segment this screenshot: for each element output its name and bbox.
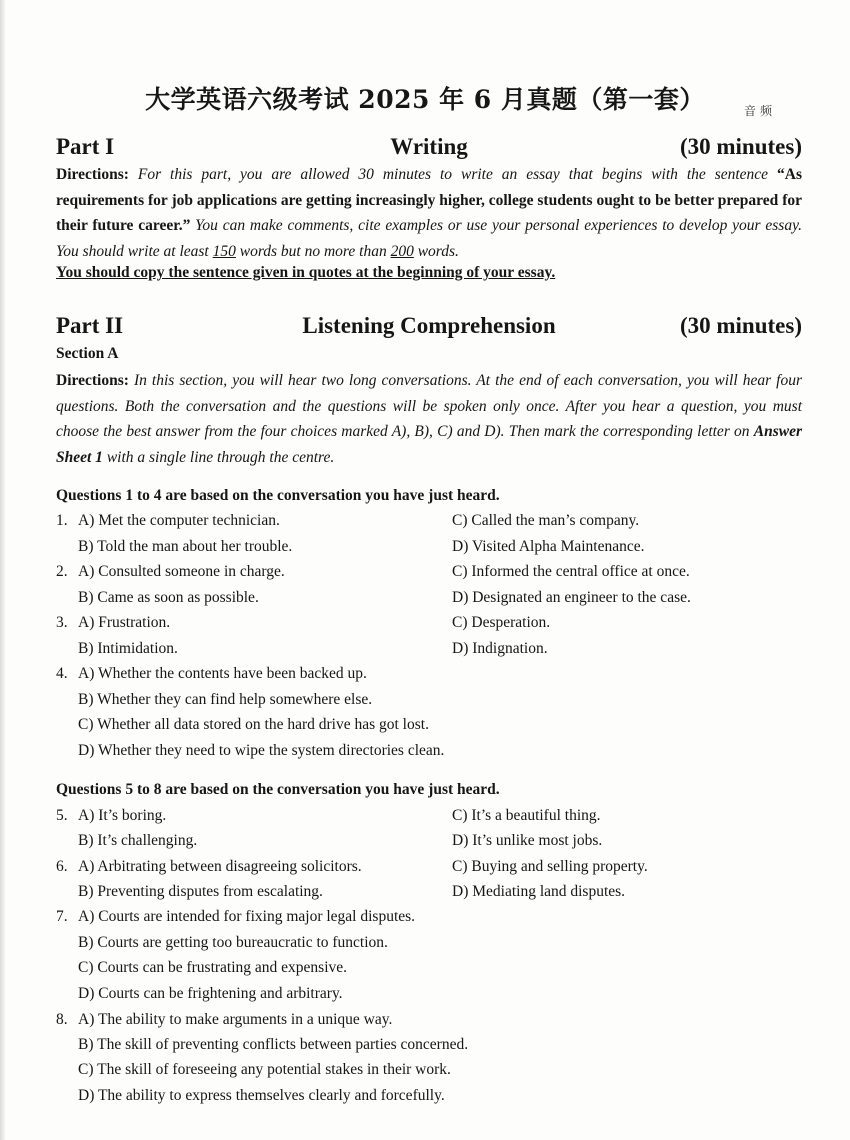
question-number: 6. <box>56 858 68 875</box>
page-edge-shadow <box>0 0 6 1140</box>
option-c: C) Whether all data stored on the hard drive has got lost. <box>78 716 429 733</box>
part1-directions <box>56 162 802 264</box>
option-d: D) Indignation. <box>452 640 548 657</box>
question-number: 3. <box>56 614 68 631</box>
part2-directions-text-1: In this section, you will hear two long conversations. At the end of each conversation, you will hear four questions. Both the conversation and the questions will be spoken only once. After you hear a question, you must choose the best answer from the four choices marked A), B), C) and D). Then mark the corresponding letter on <box>56 372 802 440</box>
part1-directions-text-4: words. <box>413 242 459 260</box>
option-a: A) Courts are intended for fixing major legal disputes. <box>78 908 416 925</box>
exam-title: 大学英语六级考试 2025 年 6 月真题（第一套） <box>145 85 705 114</box>
option-b: B) Whether they can find help somewhere else. <box>78 691 373 708</box>
option-d: D) Designated an engineer to the case. <box>452 589 691 606</box>
answer-sheet-ref: Answer Sheet 1 <box>56 423 802 466</box>
option-d: D) Courts can be frightening and arbitrary. <box>78 985 343 1002</box>
question-number: 1. <box>56 512 68 529</box>
part2-label: Part II <box>56 313 124 338</box>
option-a: A) Frustration. <box>78 614 171 631</box>
part1-name: Writing <box>390 134 468 159</box>
max-word-count: 200 <box>390 242 414 260</box>
option-a: A) Met the computer technician. <box>78 512 280 529</box>
option-b: B) Told the man about her trouble. <box>78 538 293 555</box>
min-word-count: 150 <box>212 242 236 260</box>
question-group-1-heading: Questions 1 to 4 are based on the conversation you have just heard. <box>56 487 500 504</box>
option-c: C) It’s a beautiful thing. <box>452 807 601 824</box>
audio-label: 音频 <box>744 104 777 118</box>
part1-header <box>56 134 802 164</box>
part1-directions-text-1: For this part, you are allowed 30 minutes to write an essay that begins with the sentence <box>128 166 778 183</box>
question-number: 4. <box>56 665 68 682</box>
section-a-label: Section A <box>56 345 119 362</box>
part2-name: Listening Comprehension <box>302 313 556 338</box>
option-b: B) Came as soon as possible. <box>78 589 259 606</box>
option-a: A) Arbitrating between disagreeing solicitors. <box>78 858 362 875</box>
option-b: B) Preventing disputes from escalating. <box>78 883 323 900</box>
part2-header <box>56 313 802 343</box>
option-b: B) Intimidation. <box>78 640 178 657</box>
option-b: B) The skill of preventing conflicts between parties concerned. <box>78 1036 469 1053</box>
option-b: B) It’s challenging. <box>78 832 198 849</box>
question-number: 8. <box>56 1011 68 1028</box>
question-number: 2. <box>56 563 68 580</box>
part1-time: (30 minutes) <box>679 134 802 159</box>
option-c: C) Buying and selling property. <box>452 858 648 875</box>
option-c: C) Informed the central office at once. <box>452 563 690 580</box>
option-a: A) The ability to make arguments in a unique way. <box>78 1011 393 1028</box>
option-d: D) Mediating land disputes. <box>452 883 626 900</box>
question-group-2-heading: Questions 5 to 8 are based on the conversation you have just heard. <box>56 781 500 798</box>
question-number: 7. <box>56 908 68 925</box>
part2-directions-label: Directions: <box>56 372 129 389</box>
option-d: D) Visited Alpha Maintenance. <box>452 538 645 555</box>
part1-directions-text-3: words but no more than <box>235 242 391 260</box>
part1-directions-text-2: You can make comments, cite examples or use your personal experiences to develop your essay. You should write at least <box>56 217 802 260</box>
option-c: C) Courts can be frustrating and expensive. <box>78 959 348 976</box>
question-number: 5. <box>56 807 68 824</box>
option-b: B) Courts are getting too bureaucratic to function. <box>78 934 388 951</box>
part2-directions <box>56 368 802 470</box>
option-d: D) The ability to express themselves clearly and forcefully. <box>78 1087 445 1104</box>
option-d: D) Whether they need to wipe the system directories clean. <box>78 742 445 759</box>
option-c: C) The skill of foreseeing any potential stakes in their work. <box>78 1061 451 1078</box>
option-c: C) Desperation. <box>452 614 551 631</box>
option-a: A) It’s boring. <box>78 807 167 824</box>
option-d: D) It’s unlike most jobs. <box>452 832 603 849</box>
option-a: A) Whether the contents have been backed up. <box>78 665 367 682</box>
part2-directions-text-2: with a single line through the centre. <box>102 448 335 466</box>
part1-directions-label: Directions: <box>56 166 129 183</box>
option-c: C) Called the man’s company. <box>452 512 640 529</box>
part1-label: Part I <box>56 134 115 159</box>
copy-sentence-note: You should copy the sentence given in quotes at the beginning of your essay. <box>56 264 556 281</box>
part2-time: (30 minutes) <box>679 313 802 338</box>
essay-prompt-quote: “As requirements for job applications are getting increasingly higher, college students ought to be better prepared for their future career.” <box>56 166 802 234</box>
option-a: A) Consulted someone in charge. <box>78 563 285 580</box>
